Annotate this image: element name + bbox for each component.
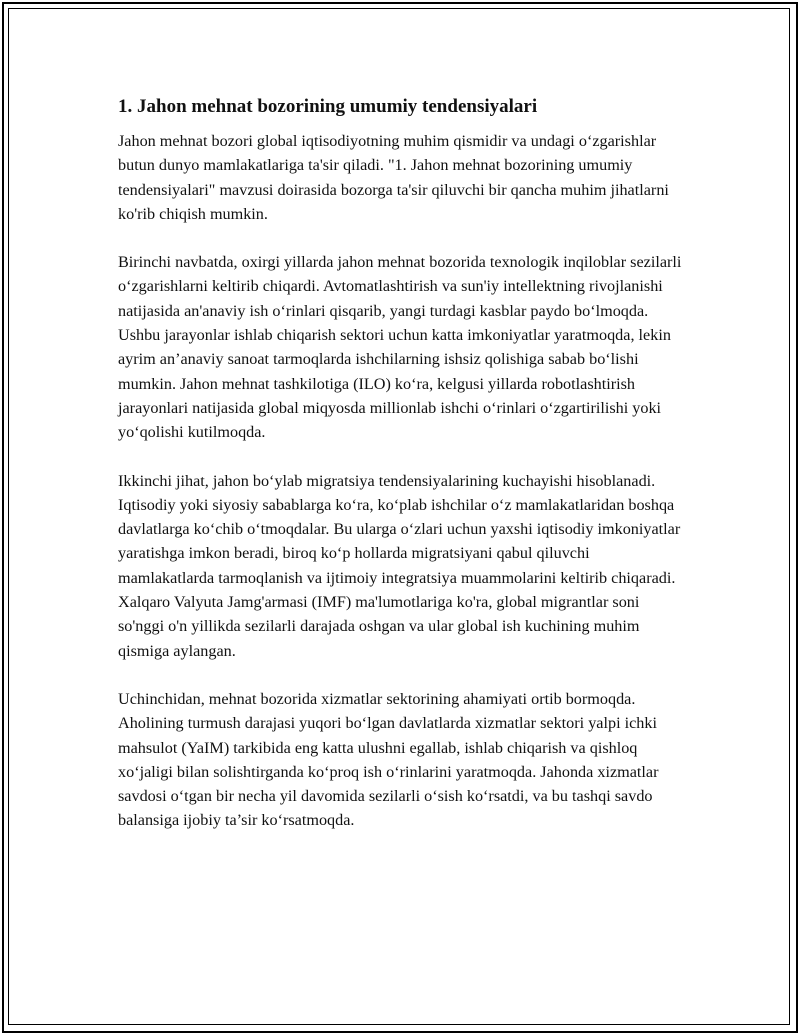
document-body [118, 94, 688, 857]
paragraph-migration: Ikkinchi jihat, jahon bo‘ylab migratsiya tendensiyalarining kuchayishi hisoblanadi. Iqtisodiy yoki siyosiy sabablarga ko‘ra, ko‘plab ishchilar o‘z mamlakatlaridan boshqa davlatlarga ko‘chib o‘tmoqdalar. Bu ularga o‘zlari uchun yaxshi iqtisodiy imkoniyatlar yaratishga imkon beradi, biroq ko‘p hollarda migratsiyani qabul qiluvchi mamlakatlarda tarmoqlanish va ijtimoiy integratsiya muammolarini keltirib chiqaradi. Xalqaro Valyuta Jamg'armasi (IMF) ma'lumotlariga ko'ra, global migrantlar soni so'nggi o'n yillikda sezilarli darajada oshgan va ular global ish kuchining muhim qismiga aylangan. [118, 471, 681, 660]
paragraph-technology: Birinchi navbatda, oxirgi yillarda jahon mehnat bozorida texnologik inqiloblar sezilarli o‘zgarishlarni keltirib chiqardi. Avtomatlashtirish va sun'iy intellektning rivojlanishi natijasida an'anaviy ish o‘rinlari qisqarib, yangi turdagi kasblar paydo bo‘lmoqda. Ushbu jarayonlar ishlab chiqarish sektori uchun katta imkoniyatlar yaratmoqda, lekin ayrim an’anaviy sanoat tarmoqlarda ishchilarning ishsiz qolishiga sabab bo‘lishi mumkin. Jahon mehnat tashkilotiga (ILO) ko‘ra, kelgusi yillarda robotlashtirish jarayonlari natijasida global miqyosda millionlab ishchi o‘rinlari o‘zgartirilishi yoki yo‘qolishi kutilmoqda. [118, 253, 682, 442]
paragraph-intro: Jahon mehnat bozori global iqtisodiyotning muhim qismidir va undagi o‘zgarishlar butun dunyo mamlakatlariga ta'sir qiladi. "1. Jahon mehnat bozorining umumiy tendensiyalari" mavzusi doirasida bozorga ta'sir qiluvchi bir qancha muhim jihatlarni ko'rib chiqish mumkin. [118, 132, 669, 223]
paragraph-services: Uchinchidan, mehnat bozorida xizmatlar sektorining ahamiyati ortib bormoqda. Aholining turmush darajasi yuqori bo‘lgan davlatlarda xizmatlar sektori yalpi ichki mahsulot (YaIM) tarkibida eng katta ulushni egallab, ishlab chiqarish va qishloq xo‘jaligi bilan solishtirganda ko‘proq ish o‘rinlarini yaratmoqda. Jahonda xizmatlar savdosi o‘tgan bir necha yil davomida sezilarli o‘sish ko‘rsatdi, va bu tashqi savdo balansiga ijobiy ta’sir ko‘rsatmoqda. [118, 689, 659, 830]
document-title: 1. Jahon mehnat bozorining umumiy tendensiyalari [118, 96, 538, 117]
